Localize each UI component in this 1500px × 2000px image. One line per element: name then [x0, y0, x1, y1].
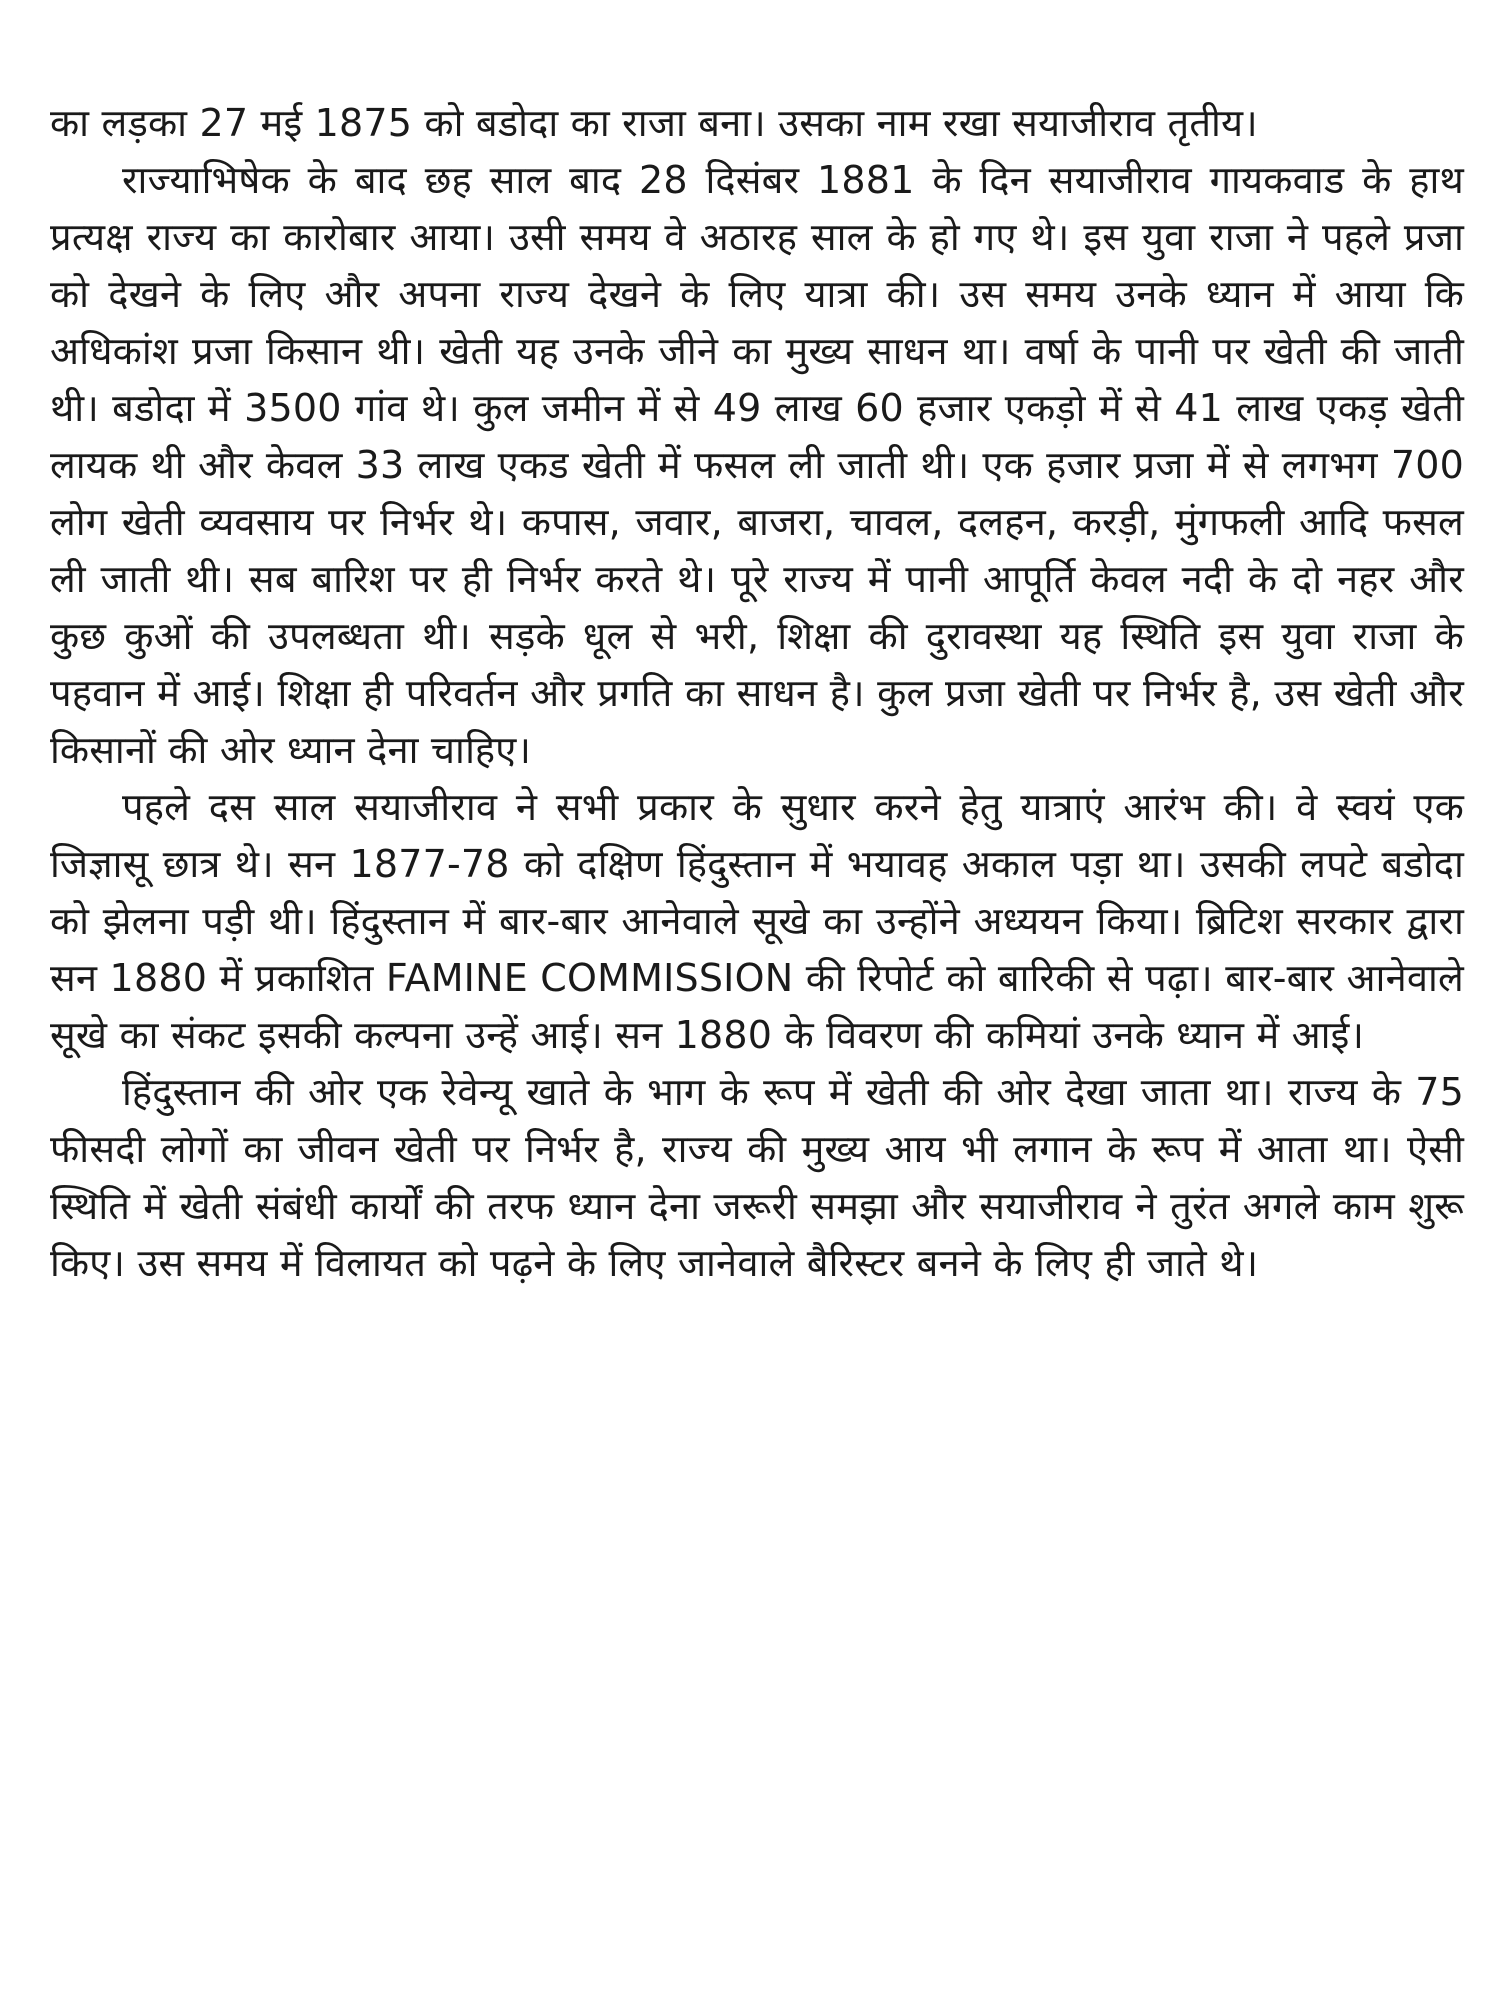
paragraph-revenue: हिंदुस्तान की ओर एक रेवेन्यू खाते के भाग के रूप में खेती की ओर देखा जाता था। राज्य के 75 फीसदी लोगों का जीवन खेती पर निर्भर है, राज्य की मुख्य आय भी लगान के रूप में आता था। ऐसी स्थिति में खेती संबंधी कार्यों की तरफ ध्यान देना जरूरी समझा और सयाजीराव ने तुरंत अगले काम शुरू किए। उस समय में विलायत को पढ़ने के लिए जानेवाले बैरिस्टर बनने के लिए ही जाते थे।: [50, 1070, 1464, 1285]
paragraph-coronation: राज्याभिषेक के बाद छह साल बाद 28 दिसंबर 1881 के दिन सयाजीराव गायकवाड के हाथ प्रत्यक्ष राज्य का कारोबार आया। उसी समय वे अठारह साल के हो गए थे। इस युवा राजा ने पहले प्रजा को देखने के लिए और अपना राज्य देखने के लिए यात्रा की। उस समय उनके ध्यान में आया कि अधिकांश प्रजा किसान थी। खेती यह उनके जीने का मुख्य साधन था। वर्षा के पानी पर खेती की जाती थी। बडोदा में 3500 गांव थे। कुल जमीन में से 49 लाख 60 हजार एकड़ो में से 41 लाख एकड़ खेती लायक थी और केवल 33 लाख एकड खेती में फसल ली जाती थी। एक हजार प्रजा में से लगभग 700 लोग खेती व्यवसाय पर निर्भर थे। कपास, जवार, बाजरा, चावल, दलहन, करड़ी, मुंगफली आदि फसल ली जाती थी। सब बारिश पर ही निर्भर करते थे। पूरे राज्य में पानी आपूर्ति केवल नदी के दो नहर और कुछ कुओं की उपलब्धता थी। सड़के धूल से भरी, शिक्षा की दुरावस्था यह स्थिति इस युवा राजा के पहवान में आई। शिक्षा ही परिवर्तन और प्रगति का साधन है। कुल प्रजा खेती पर निर्भर है, उस खेती और किसानों की ओर ध्यान देना चाहिए।: [50, 158, 1464, 772]
paragraph-continuation: का लड़का 27 मई 1875 को बडोदा का राजा बना। उसका नाम रखा सयाजीराव तृतीय।: [50, 101, 1258, 145]
paragraph-reforms: पहले दस साल सयाजीराव ने सभी प्रकार के सुधार करने हेतु यात्राएं आरंभ की। वे स्वयं एक जिज्ञासू छात्र थे। सन 1877-78 को दक्षिण हिंदुस्तान में भयावह अकाल पड़ा था। उसकी लपटे बडोदा को झेलना पड़ी थी। हिंदुस्तान में बार-बार आनेवाले सूखे का उन्होंने अध्ययन किया। ब्रिटिश सरकार द्वारा सन 1880 में प्रकाशित FAMINE COMMISSION की रिपोर्ट को बारिकी से पढ़ा। बार-बार आनेवाले सूखे का संकट इसकी कल्पना उन्हें आई। सन 1880 के विवरण की कमियां उनके ध्यान में आई।: [50, 785, 1464, 1057]
body-text: [50, 95, 1464, 1292]
